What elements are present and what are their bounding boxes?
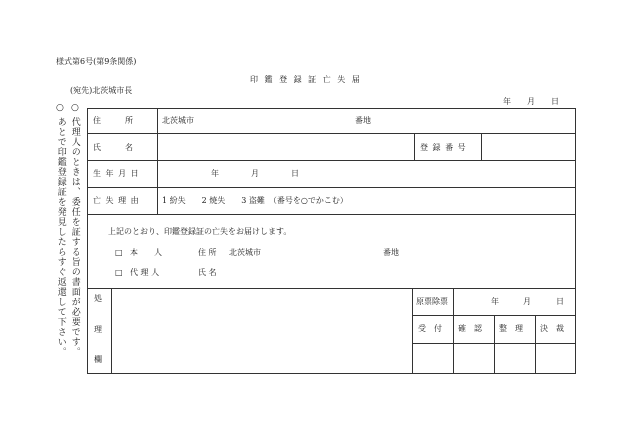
row-divider bbox=[87, 160, 576, 161]
side-note-line-1: 代理人のときは、委任を証する旨の書面が必要です。 bbox=[69, 117, 80, 357]
processing-char-2: 理 bbox=[94, 325, 102, 334]
name-label: 氏 名 bbox=[93, 143, 133, 152]
processing-char-1: 処 bbox=[94, 294, 102, 303]
processing-char-3: 欄 bbox=[94, 355, 102, 364]
office-column-divider bbox=[453, 288, 454, 374]
agent-name-label: 氏 名 bbox=[198, 268, 217, 277]
reason-label: 亡 失 理 由 bbox=[93, 196, 140, 205]
birth-day: 日 bbox=[291, 169, 299, 178]
approve-label: 決 裁 bbox=[540, 324, 564, 333]
side-note-bullet-1: ○ bbox=[71, 103, 79, 113]
reg-number-label: 登 録 番 号 bbox=[420, 143, 467, 152]
date-year: 年 bbox=[503, 97, 511, 106]
row-divider bbox=[87, 214, 576, 215]
date-day: 日 bbox=[551, 97, 559, 106]
office-label-divider bbox=[111, 288, 112, 374]
ledger-year: 年 bbox=[491, 297, 499, 306]
arrange-label: 整 理 bbox=[499, 324, 523, 333]
form-number: 様式第6号(第9条関係) bbox=[56, 57, 137, 66]
side-note-line-2: あとで印鑑登録証を発見したらすぐ返還して下さい。 bbox=[55, 117, 66, 357]
address-banchi: 番地 bbox=[355, 116, 371, 125]
application-form-table bbox=[87, 108, 576, 374]
ledger-month: 月 bbox=[523, 297, 531, 306]
addressee: (宛先)北茨城市長 bbox=[70, 86, 133, 95]
birth-year: 年 bbox=[211, 169, 219, 178]
date-month: 月 bbox=[527, 97, 535, 106]
address-city: 北茨城市 bbox=[162, 116, 194, 125]
birth-label: 生 年 月 日 bbox=[93, 169, 140, 178]
person-address-label: 住 所 bbox=[198, 248, 217, 257]
agent-checkbox[interactable]: □ bbox=[115, 268, 123, 277]
side-note-bullet-2: ○ bbox=[56, 103, 64, 113]
address-label: 住 所 bbox=[93, 116, 133, 125]
office-column-divider bbox=[494, 315, 495, 374]
ledger-day: 日 bbox=[556, 297, 564, 306]
person-checkbox[interactable]: □ bbox=[115, 248, 123, 257]
person-label: 本 人 bbox=[130, 248, 162, 257]
document-title: 印 鑑 登 録 証 亡 失 届 bbox=[250, 75, 362, 84]
reg-number-divider bbox=[414, 133, 415, 160]
confirm-label: 確 認 bbox=[458, 324, 482, 333]
agent-label: 代 理 人 bbox=[130, 268, 160, 277]
office-section-divider bbox=[412, 288, 413, 374]
reg-number-divider bbox=[481, 133, 482, 160]
person-banchi: 番地 bbox=[383, 248, 399, 257]
reason-options: 1 紛失 2 焼失 3 盗難 （番号を○でかこむ） bbox=[162, 196, 348, 205]
submission-statement: 上記のとおり、印鑑登録証の亡失をお届けします。 bbox=[108, 227, 292, 236]
person-city: 北茨城市 bbox=[229, 248, 261, 257]
reception-label: 受 付 bbox=[418, 324, 442, 333]
row-divider bbox=[87, 288, 576, 289]
birth-month: 月 bbox=[251, 169, 259, 178]
ledger-removal-label: 原票除票 bbox=[416, 297, 448, 306]
label-column-divider bbox=[157, 108, 158, 214]
office-column-divider bbox=[535, 315, 536, 374]
row-divider bbox=[87, 133, 576, 134]
row-divider bbox=[87, 187, 576, 188]
